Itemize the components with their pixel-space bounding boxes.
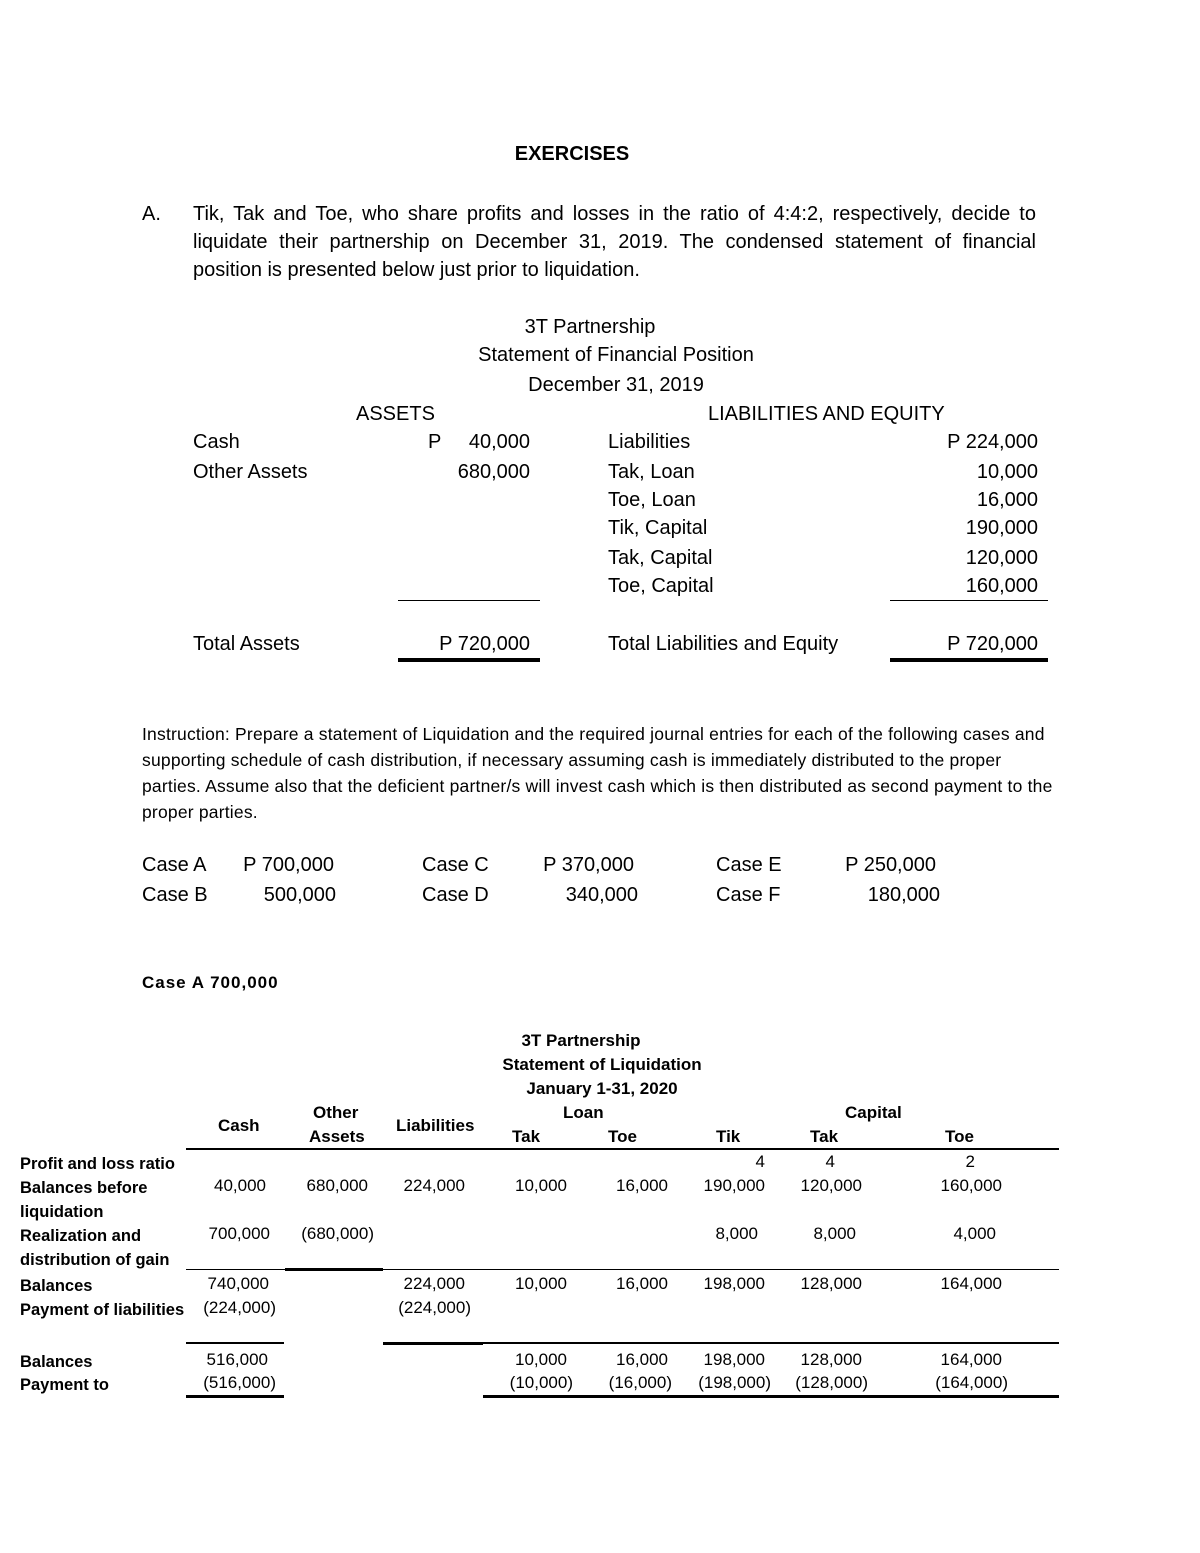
final-rule	[483, 1395, 1059, 1398]
le-label: Liabilities	[608, 431, 691, 453]
cell-tak: 8,000	[813, 1224, 856, 1243]
asset-prefix-cash: P	[428, 431, 442, 453]
total-assets-value: P 720,000	[439, 633, 530, 655]
cell-cash: 40,000	[214, 1176, 266, 1195]
cell-tik: 190,000	[703, 1176, 765, 1195]
col-header-capital-tak: Tak	[810, 1127, 839, 1146]
le-label: Toe, Loan	[608, 489, 696, 511]
col-header-liabilities: Liabilities	[396, 1116, 475, 1135]
row-label: Payment of liabilities	[20, 1301, 185, 1319]
case-label: Case E	[716, 854, 782, 876]
le-value: 160,000	[965, 575, 1038, 597]
row-label: Balances	[20, 1277, 93, 1295]
liab-rule	[383, 1342, 483, 1345]
cell-loan-toe: 16,000	[616, 1176, 668, 1195]
cell-loan-toe: (16,000)	[608, 1373, 672, 1392]
case-value: 180,000	[867, 884, 940, 906]
case-label: Case A	[142, 854, 207, 876]
le-label: Tak, Capital	[608, 547, 713, 569]
cell-cash: 516,000	[206, 1350, 268, 1369]
col-header-assets: Assets	[309, 1127, 365, 1146]
cell-tik: (198,000)	[698, 1373, 771, 1392]
sfp-date: December 31, 2019	[528, 374, 704, 396]
cell-cash: (224,000)	[203, 1298, 276, 1317]
le-value: P 224,000	[947, 431, 1038, 453]
row-label: Realization and distribution of gain	[20, 1227, 170, 1269]
cell-cash: 700,000	[208, 1224, 270, 1243]
cell-tak: 128,000	[800, 1350, 862, 1369]
cell-toe: 164,000	[940, 1350, 1002, 1369]
cell-loan-toe: 16,000	[616, 1274, 668, 1293]
cell-tik: 198,000	[703, 1274, 765, 1293]
row-label: Balances before liquidation	[20, 1179, 148, 1221]
cell-other: (680,000)	[301, 1224, 374, 1243]
cell-tik: 4	[755, 1152, 765, 1171]
header-rule	[186, 1148, 1059, 1150]
case-value: 340,000	[565, 884, 638, 906]
liabilities-equity-header: LIABILITIES AND EQUITY	[708, 403, 945, 425]
le-label: Toe, Capital	[608, 575, 714, 597]
total-assets-label: Total Assets	[193, 633, 300, 655]
cell-other: 680,000	[306, 1176, 368, 1195]
col-header-cash: Cash	[218, 1116, 260, 1135]
case-label: Case D	[422, 884, 489, 906]
cell-toe: 4,000	[953, 1224, 996, 1243]
cash-rule	[186, 1342, 284, 1344]
case-label: Case F	[716, 884, 781, 906]
cell-tak: 4	[825, 1152, 835, 1171]
asset-value-other: 680,000	[457, 461, 530, 483]
sol-title: 3T Partnership	[521, 1031, 641, 1050]
col-header-loan: Loan	[563, 1103, 604, 1122]
le-value: 120,000	[965, 547, 1038, 569]
asset-value-cash: 40,000	[468, 431, 530, 453]
le-label: Tak, Loan	[608, 461, 695, 483]
problem-label: A.	[142, 203, 161, 225]
double-underline	[890, 658, 1048, 662]
case-value: 500,000	[263, 884, 336, 906]
final-rule	[186, 1395, 284, 1398]
cell-loan-tak: 10,000	[515, 1274, 567, 1293]
asset-label-cash: Cash	[193, 431, 240, 453]
row-label: Balances	[20, 1353, 93, 1371]
sfp-title: 3T Partnership	[524, 316, 656, 338]
le-label: Tik, Capital	[608, 517, 708, 539]
row-rule	[483, 1342, 1059, 1344]
case-value: P 250,000	[845, 854, 936, 876]
page-title: EXERCISES	[514, 143, 630, 165]
cell-liab: 224,000	[403, 1274, 465, 1293]
col-header-capital-tik: Tik	[716, 1127, 741, 1146]
col-header-capital-toe: Toe	[945, 1127, 974, 1146]
case-label: Case C	[422, 854, 489, 876]
col-header-loan-toe: Toe	[608, 1127, 637, 1146]
cell-loan-toe: 16,000	[616, 1350, 668, 1369]
sfp-subtitle: Statement of Financial Position	[478, 344, 754, 366]
cell-tik: 198,000	[703, 1350, 765, 1369]
cell-liab: 224,000	[403, 1176, 465, 1195]
cell-tak: 128,000	[800, 1274, 862, 1293]
cell-loan-tak: (10,000)	[509, 1373, 573, 1392]
sol-date: January 1-31, 2020	[526, 1079, 678, 1098]
cell-liab: (224,000)	[398, 1298, 471, 1317]
double-underline	[398, 658, 540, 662]
cell-toe: (164,000)	[935, 1373, 1008, 1392]
total-le-label: Total Liabilities and Equity	[608, 633, 839, 655]
le-value: 10,000	[976, 461, 1038, 483]
assets-header: ASSETS	[356, 403, 435, 425]
cell-toe: 2	[965, 1152, 975, 1171]
cell-cash: 740,000	[207, 1274, 269, 1293]
cell-toe: 160,000	[940, 1176, 1002, 1195]
cell-tak: 120,000	[800, 1176, 862, 1195]
asset-label-other: Other Assets	[193, 461, 308, 483]
row-label: Profit and loss ratio	[20, 1155, 175, 1173]
case-value: P 700,000	[243, 854, 334, 876]
cell-toe: 164,000	[940, 1274, 1002, 1293]
case-label: Case B	[142, 884, 208, 906]
cell-tik: 8,000	[715, 1224, 758, 1243]
problem-text: Tik, Tak and Toe, who share profits and losses in the ratio of 4:4:2, respectively, decide to liquidate their partnership on December 31, 2019. The condensed statement of financial position is presented below just prior to liquidation.	[193, 203, 1036, 281]
col-header-other: Other	[313, 1103, 359, 1122]
case-a-heading: Case A 700,000	[142, 973, 279, 992]
le-value: 16,000	[976, 489, 1038, 511]
cell-cash: (516,000)	[203, 1373, 276, 1392]
divider	[890, 600, 1048, 601]
sol-subtitle: Statement of Liquidation	[502, 1055, 702, 1074]
instruction-text: Instruction: Prepare a statement of Liquidation and the required journal entries for each of the following cases and supporting schedule of cash distribution, if necessary assuming cash is immediately distributed to the proper parties. Assume also that the deficient partner/s will invest cash which is then distributed as second payment to the proper parties.	[142, 724, 1053, 822]
le-value: 190,000	[965, 517, 1038, 539]
col-header-capital: Capital	[845, 1103, 902, 1122]
row-rule	[186, 1269, 1059, 1270]
divider	[398, 600, 540, 601]
case-value: P 370,000	[543, 854, 634, 876]
cell-loan-tak: 10,000	[515, 1350, 567, 1369]
total-le-value: P 720,000	[947, 633, 1038, 655]
row-label: Payment to	[20, 1376, 109, 1394]
cell-tak: (128,000)	[795, 1373, 868, 1392]
cell-loan-tak: 10,000	[515, 1176, 567, 1195]
col-header-loan-tak: Tak	[512, 1127, 541, 1146]
